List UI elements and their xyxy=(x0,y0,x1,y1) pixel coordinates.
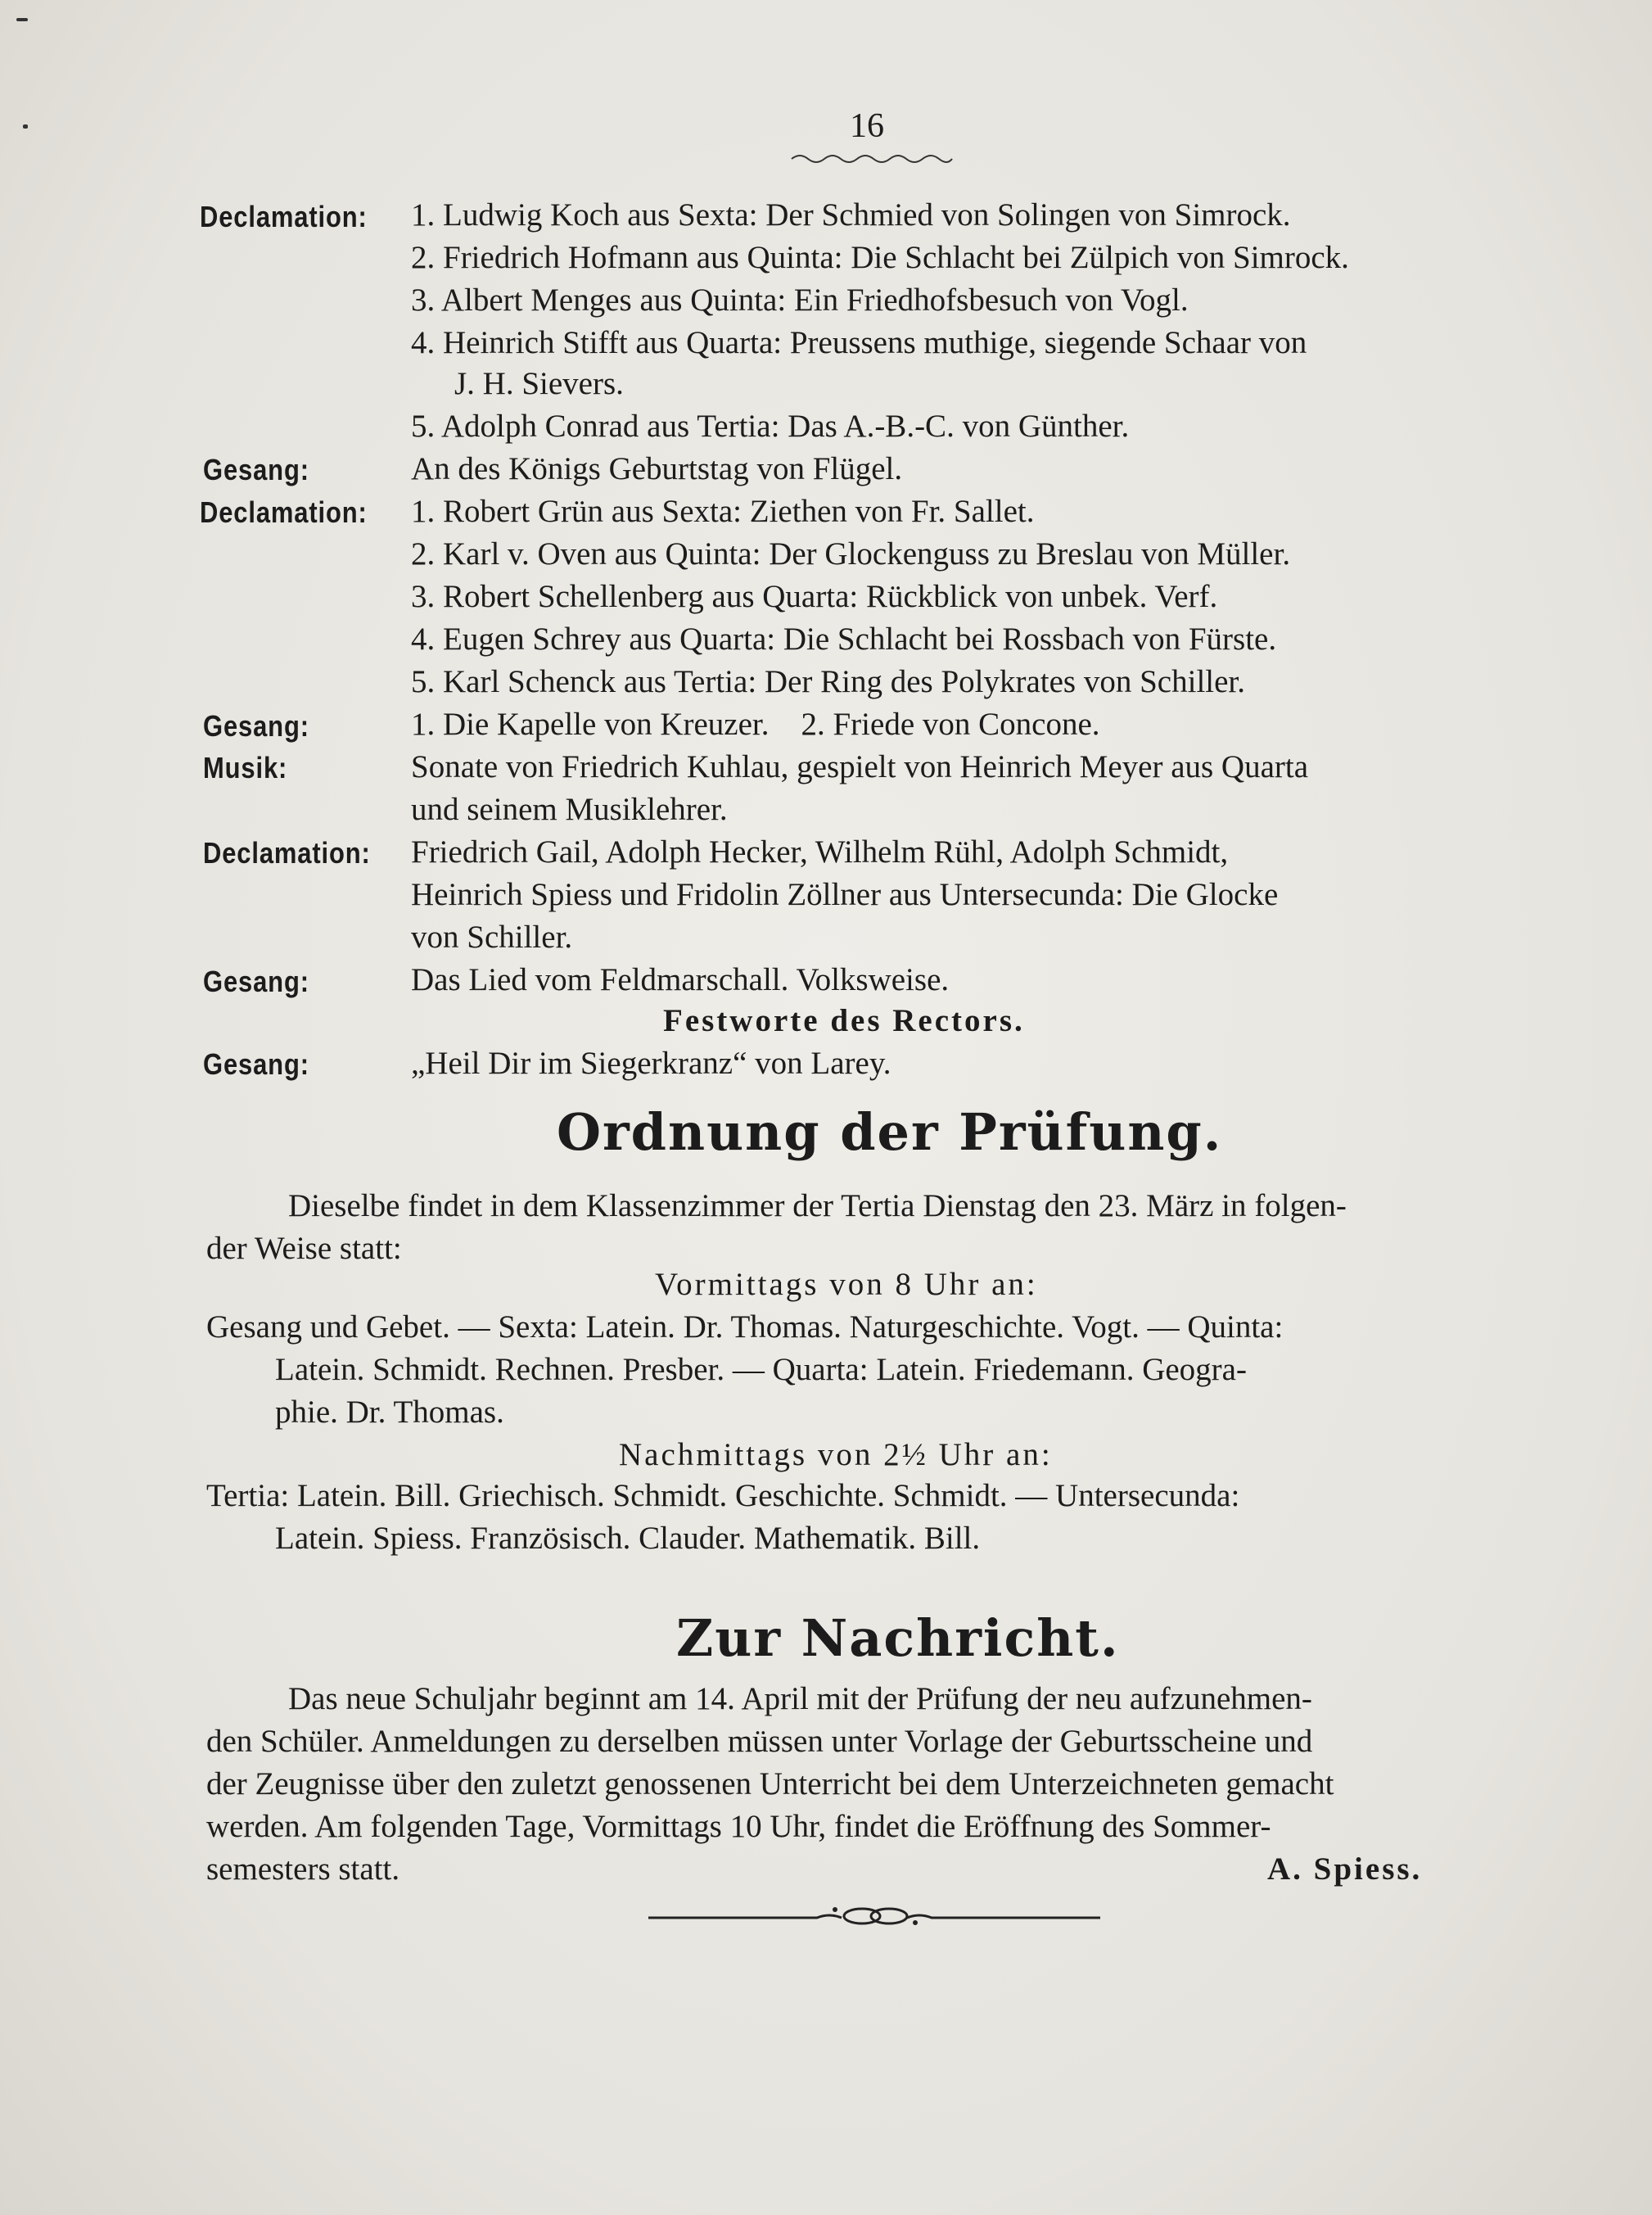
section-heading-pruefung: Ordnung der Prüfung. xyxy=(557,1102,1223,1162)
program-line: An des Königs Geburtstag von Flügel. xyxy=(411,451,903,486)
program-line: 3. Robert Schellenberg aus Quarta: Rückblick von unbek. Verf. xyxy=(411,579,1218,614)
program-line: 5. Adolph Conrad aus Tertia: Das A.-B.-C. von Günther. xyxy=(411,409,1130,444)
program-label: Gesang: xyxy=(203,965,309,998)
nachricht-line: werden. Am folgenden Tage, Vormittags 10 Uhr, findet die Eröffnung des Sommer- xyxy=(206,1809,1271,1844)
vormittag-line: phie. Dr. Thomas. xyxy=(275,1395,504,1430)
program-line: „Heil Dir im Siegerkranz“ von Larey. xyxy=(411,1046,891,1081)
program-line: 2. Karl v. Oven aus Quinta: Der Glockenguss zu Breslau von Müller. xyxy=(411,536,1291,572)
vormittag-line: Latein. Schmidt. Rechnen. Presber. — Quarta: Latein. Friedemann. Geogra- xyxy=(275,1352,1247,1387)
pruefung-intro-line: der Weise statt: xyxy=(206,1231,402,1266)
program-line: 3. Albert Menges aus Quinta: Ein Friedhofsbesuch von Vogl. xyxy=(411,283,1189,318)
program-line: 4. Eugen Schrey aus Quarta: Die Schlacht bei Rossbach von Fürste. xyxy=(411,622,1277,657)
program-line: Sonate von Friedrich Kuhlau, gespielt von Heinrich Meyer aus Quarta xyxy=(411,749,1309,784)
ink-speck xyxy=(16,18,28,21)
program-label: Gesang: xyxy=(203,453,309,486)
pruefung-intro-line: Dieselbe findet in dem Klassenzimmer der Tertia Dienstag den 23. März in folgen- xyxy=(288,1188,1347,1223)
program-line: 1. Robert Grün aus Sexta: Ziethen von Fr. Sallet. xyxy=(411,494,1035,529)
program-label: Gesang: xyxy=(203,709,309,743)
nachmittag-line: Tertia: Latein. Bill. Griechisch. Schmidt. Geschichte. Schmidt. — Untersecunda: xyxy=(206,1478,1240,1513)
signature: A. Spiess. xyxy=(1267,1851,1423,1887)
program-line: von Schiller. xyxy=(411,920,573,955)
nachricht-line: semesters statt. xyxy=(206,1851,400,1887)
program-line: Friedrich Gail, Adolph Hecker, Wilhelm Rühl, Adolph Schmidt, xyxy=(411,834,1229,870)
nachricht-line: den Schüler. Anmeldungen zu derselben müssen unter Vorlage der Geburtsscheine und xyxy=(206,1724,1313,1759)
program-line: 2. Friedrich Hofmann aus Quinta: Die Schlacht bei Zülpich von Simrock. xyxy=(411,240,1349,275)
page-number-ornament xyxy=(790,149,954,167)
program-line: 1. Ludwig Koch aus Sexta: Der Schmied von Solingen von Simrock. xyxy=(411,197,1291,233)
program-line: Heinrich Spiess und Fridolin Zöllner aus Untersecunda: Die Glocke xyxy=(411,877,1279,912)
nachmittag-line: Latein. Spiess. Französisch. Clauder. Mathematik. Bill. xyxy=(275,1521,981,1556)
program-line: 1. Die Kapelle von Kreuzer. 2. Friede von Concone. xyxy=(411,707,1100,742)
program-line: J. H. Sievers. xyxy=(454,366,624,401)
nachricht-line: der Zeugnisse über den zuletzt genossenen Unterricht bei dem Unterzeichneten gemacht xyxy=(206,1766,1334,1801)
festworte-line: Festworte des Rectors. xyxy=(663,1003,1025,1038)
program-label: Declamation: xyxy=(200,495,368,529)
program-line: 4. Heinrich Stifft aus Quarta: Preussens muthige, siegende Schaar von xyxy=(411,325,1307,360)
section-heading-nachricht: Zur Nachricht. xyxy=(676,1608,1120,1668)
program-line: 5. Karl Schenck aus Tertia: Der Ring des Polykrates von Schiller. xyxy=(411,664,1246,699)
program-label: Musik: xyxy=(203,751,288,784)
closing-ornament xyxy=(645,1898,1104,1934)
nachricht-line: Das neue Schuljahr beginnt am 14. April mit der Prüfung der neu aufzunehmen- xyxy=(288,1681,1312,1716)
vormittag-line: Gesang und Gebet. — Sexta: Latein. Dr. Thomas. Naturgeschichte. Vogt. — Quinta: xyxy=(206,1309,1284,1345)
program-line: Das Lied vom Feldmarschall. Volksweise. xyxy=(411,962,950,997)
vormittag-heading: Vormittags von 8 Uhr an: xyxy=(655,1267,1038,1302)
page-number: 16 xyxy=(850,107,884,145)
program-label: Declamation: xyxy=(203,836,371,870)
nachmittag-heading: Nachmittags von 2½ Uhr an: xyxy=(619,1437,1053,1472)
ink-speck xyxy=(23,124,28,129)
program-line: und seinem Musiklehrer. xyxy=(411,792,728,827)
program-label: Declamation: xyxy=(200,200,368,233)
program-label: Gesang: xyxy=(203,1047,309,1081)
